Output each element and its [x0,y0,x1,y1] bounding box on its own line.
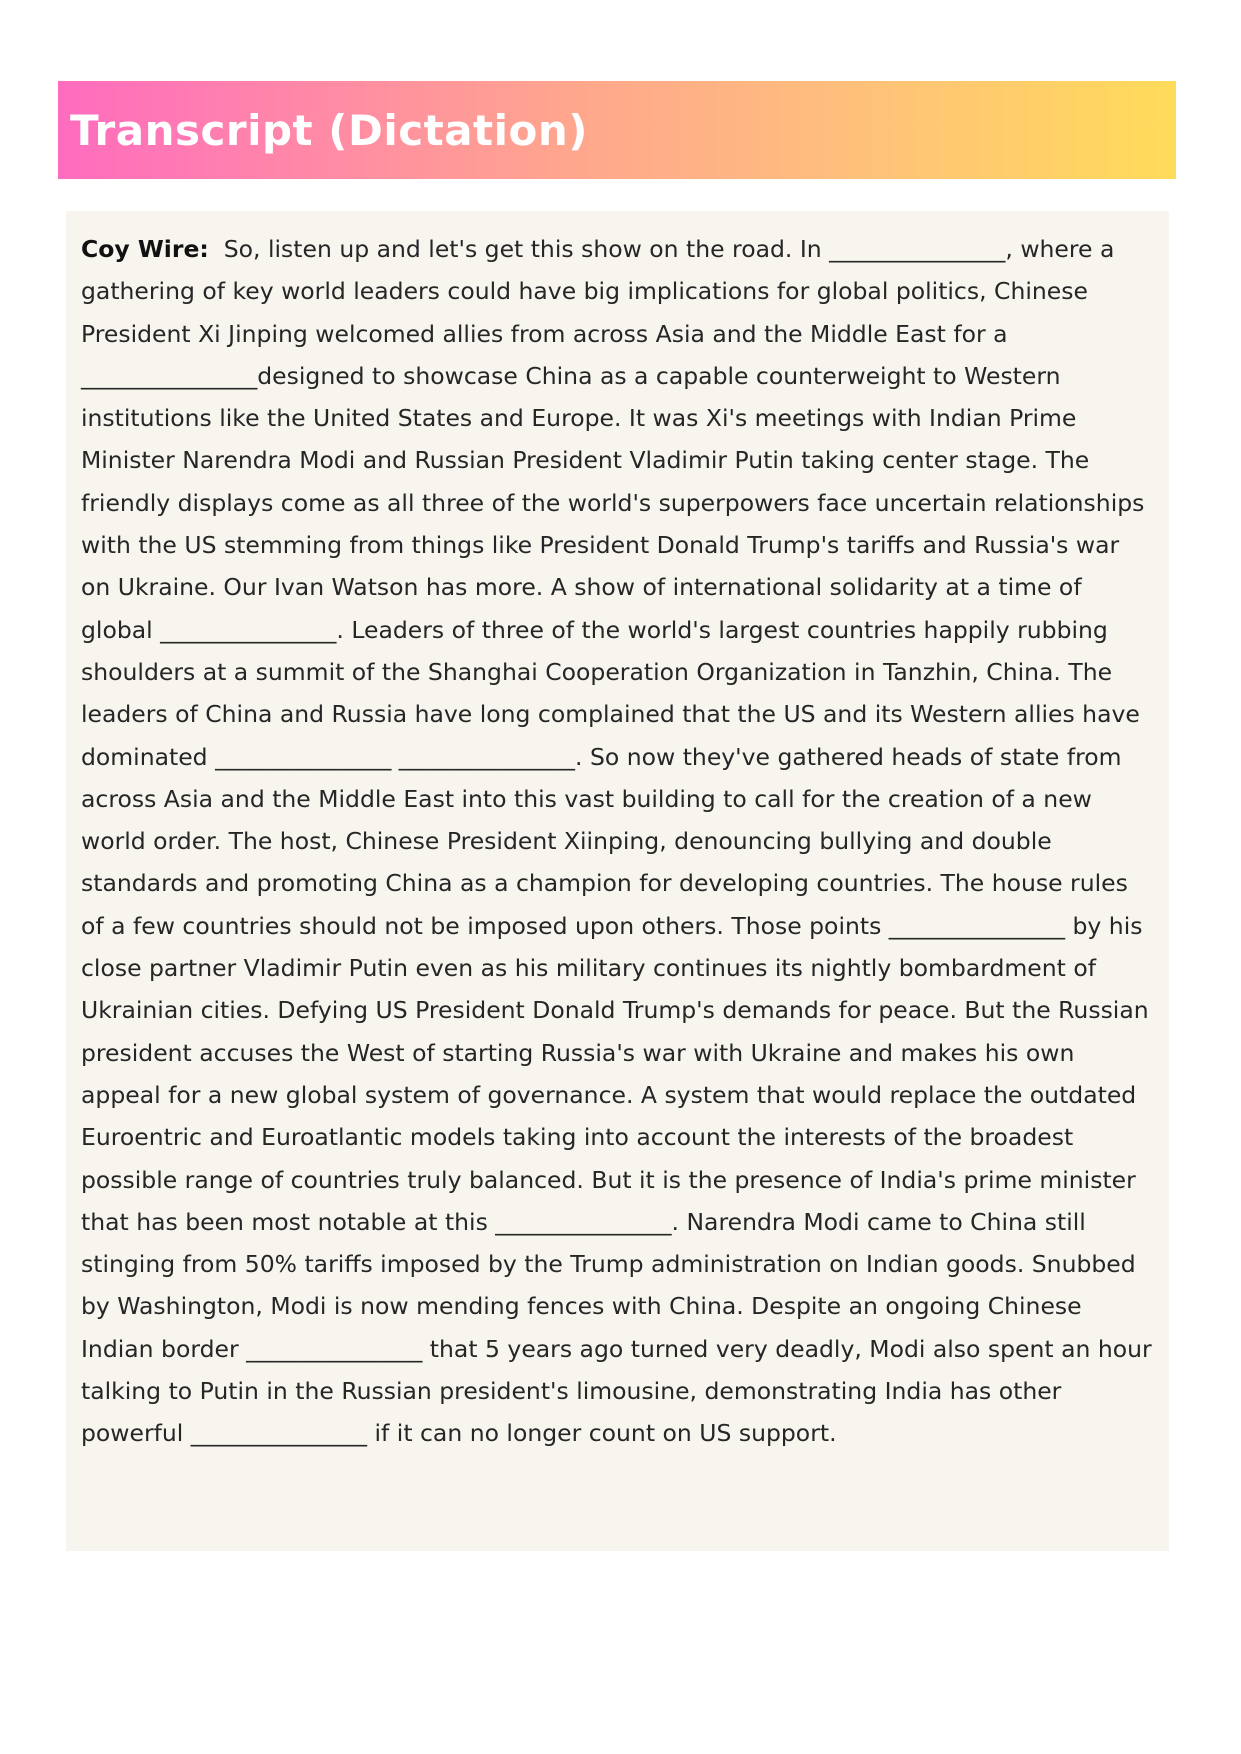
speaker-name: Coy Wire: [81,235,209,263]
transcript-text: So, listen up and let's get this show on the road. In _______________, where a gathering of key world leaders could have big implications for global politics, Chinese President Xi Jinping welcomed allies from across Asia and the Middle East for a _______________designed to showcase China as a capable counterweight to Western institutions like the United States and Europe. It was Xi's meetings with Indian Prime Minister Narendra Modi and Russian President Vladimir Putin taking center stage. The friendly displays come as all three of the world's superpowers face uncertain relationships with the US stemming from things like President Donald Trump's tariffs and Russia's war on Ukraine. Our Ivan Watson has more. A show of international solidarity at a time of global _______________. Leaders of three of the world's largest countries happily rubbing shoulders at a summit of the Shanghai Cooperation Organization in Tanzhin, China. The leaders of China and Russia have long complained that the US and its Western allies have dominated _______________ _______________. So now they've gathered heads of state from across Asia and the Middle East into this vast building to call for the creation of a new world order. The host, Chinese President Xiinping, denouncing bullying and double standards and promoting China as a champion for developing countries. The house rules of a few countries should not be imposed upon others. Those points _______________ by his close partner Vladimir Putin even as his military continues its nightly bombardment of Ukrainian cities. Defying US President Donald Trump's demands for peace. But the Russian president accuses the West of starting Russia's war with Ukraine and makes his own appeal for a new global system of governance. A system that would replace the outdated Euroentric and Euroatlantic models taking into account the interests of the broadest possible range of countries truly balanced. But it is the presence of India's prime minister that has been most notable at this _______________. Narendra Modi came to China still stinging from 50% tariffs imposed by the Trump administration on Indian goods. Snubbed by Washington, Modi is now mending fences with China. Despite an ongoing Chinese Indian border _______________ that 5 years ago turned very deadly, Modi also spent an hour talking to Putin in the Russian president's limousine, demonstrating India has other powerful _______________ if it can no longer count on US support. [81,235,1152,1448]
title-banner [58,81,1176,179]
transcript-panel [66,211,1169,1551]
transcript-paragraph [81,228,1155,1455]
page-title: Transcript (Dictation) [70,105,588,155]
speaker-separator [209,235,224,263]
